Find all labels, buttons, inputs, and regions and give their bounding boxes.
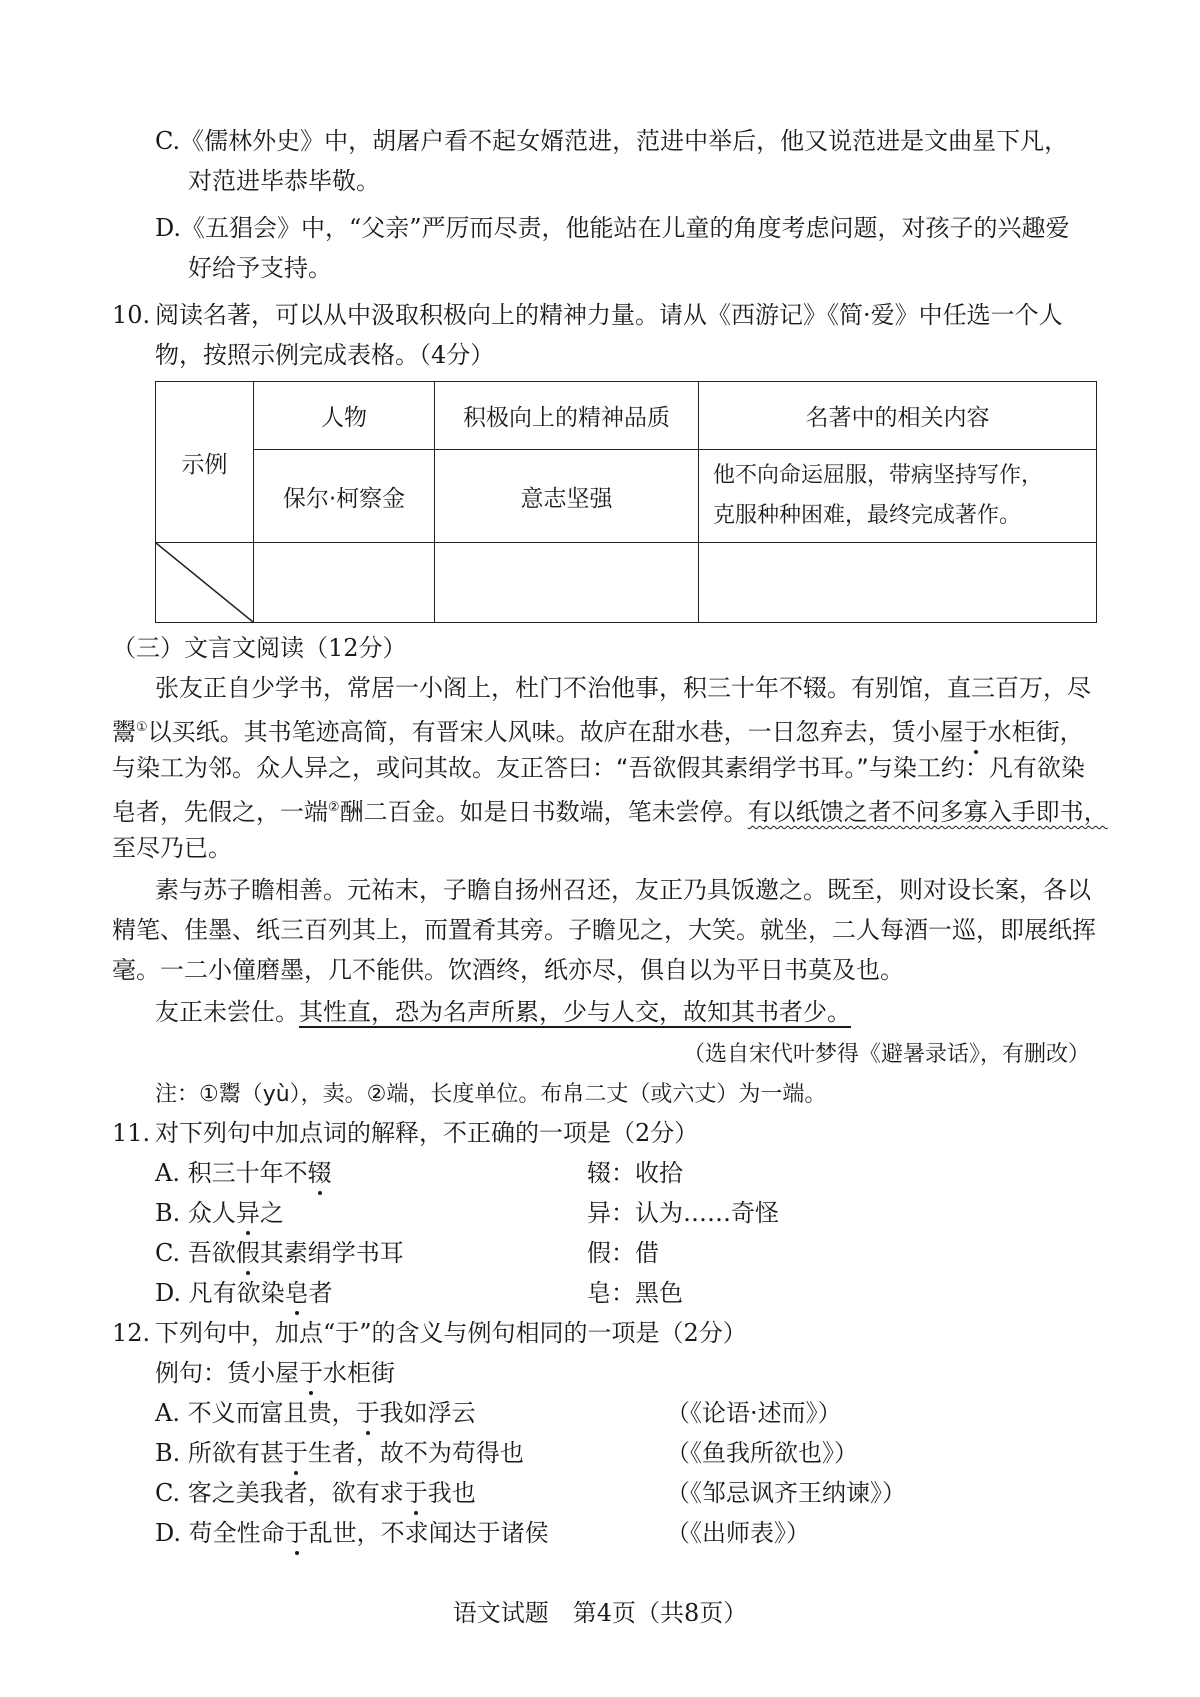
q11-gloss-a: 辍：收拾 [587,1159,683,1187]
q12-source-d: （《出师表》） [666,1519,810,1547]
passage-p1-line2: 鬻①以买纸。其书笔迹高简，有晋宋人风味。故庐在甜水巷，一日忽弃去，赁小屋于水柜街， [112,718,1084,746]
header-person: 人物 [254,382,435,450]
q12-source-a: （《论语·述而》） [666,1399,842,1427]
example-label-cell: 示例 [156,382,254,543]
passage-p3-line1: 友正未尝仕。其性直，恐为名声所累，少与人交，故知其书者少。 [155,998,851,1026]
q11-option-b[interactable]: B. 众人异之 [155,1199,284,1227]
header-content: 名著中的相关内容 [699,382,1097,450]
answer-quality-cell[interactable] [435,543,699,623]
underlined-sentence: 其性直，恐为名声所累，少与人交，故知其书者少。 [299,998,851,1026]
q12-example: 例句：赁小屋于水柜街 [155,1359,395,1387]
q12-option-a[interactable]: A. 不义而富且贵，于我如浮云 [155,1399,476,1427]
section-3-title: （三）文言文阅读（12分） [112,634,407,662]
q9-option-c-line1: C.《儒林外史》中，胡屠户看不起女婿范进，范进中举后，他又说范进是文曲星下凡， [155,127,1069,155]
q9-option-d-line2: 好给予支持。 [188,254,332,282]
q10-table [155,381,1097,623]
q12-option-d[interactable]: D. 苟全性命于乱世，不求闻达于诸侯 [155,1519,549,1547]
passage-note: 注：①鬻（yù），卖。②端，长度单位。布帛二丈（或六丈）为一端。 [155,1082,827,1107]
q9-option-d-line1: D.《五猖会》中，“父亲”严厉而尽责，他能站在儿童的角度考虑问题，对孩子的兴趣爱 [155,214,1070,242]
q12-stem: 下列句中，加点“于”的含义与例句相同的一项是（2分） [155,1319,747,1347]
q11-option-d[interactable]: D. 凡有欲染皂者 [155,1279,333,1307]
passage-p1-line4: 皂者，先假之，一端②酬二百金。如是日书数端，笔未尝停。有以纸馈之者不问多寡入手即书， [112,798,1108,826]
example-person: 保尔·柯察金 [254,450,435,543]
diagonal-cell [156,543,254,623]
example-content [699,450,1097,543]
q11-gloss-c: 假：借 [587,1239,659,1267]
q11-option-a[interactable]: A. 积三十年不辍 [155,1159,332,1187]
q11-gloss-b: 异：认为……奇怪 [587,1199,779,1227]
q12-option-c[interactable]: C. 客之美我者，欲有求于我也 [155,1479,476,1507]
q12-option-b[interactable]: B. 所欲有甚于生者，故不为苟得也 [155,1439,524,1467]
passage-p2-line2: 精笔、佳墨、纸三百列其上，而置肴其旁。子瞻见之，大笑。就坐，二人每酒一巡，即展纸挥 [112,916,1096,944]
q10-stem-line1: 阅读名著，可以从中汲取积极向上的精神力量。请从《西游记》《简·爱》中任选一个人 [155,301,1063,329]
answer-person-cell[interactable] [254,543,435,623]
q9-option-c-line2: 对范进毕恭毕敬。 [188,167,380,195]
q10-number: 10. [112,301,151,329]
q11-stem: 对下列句中加点词的解释，不正确的一项是（2分） [155,1119,699,1147]
q12-source-c: （《邹忌讽齐王纳谏》） [666,1479,906,1507]
q11-number: 11. [112,1119,151,1147]
page-footer: 语文试题 第4页（共8页） [452,1599,748,1627]
example-quality: 意志坚强 [435,450,699,543]
passage-p2-line3: 毫。一二小僮磨墨，几不能供。饮酒终，纸亦尽，俱自以为平日书莫及也。 [112,956,904,984]
passage-p1-line5: 至尽乃已。 [112,834,232,862]
q12-source-b: （《鱼我所欲也》） [666,1439,858,1467]
answer-content-cell[interactable] [699,543,1097,623]
wavy-underlined-sentence: 有以纸馈之者不问多寡入手即书， [747,798,1108,826]
q11-gloss-d: 皂：黑色 [587,1279,683,1307]
passage-p2-line1: 素与苏子瞻相善。元祐末，子瞻自扬州召还，友正乃具饭邀之。既至，则对设长案，各以 [155,876,1091,904]
q10-stem-line2: 物，按照示例完成表格。（4分） [155,341,495,369]
example-content-line1: 他不向命运屈服，带病坚持写作， [713,463,1044,488]
passage-p1-line3: 与染工为邻。众人异之，或问其故。友正答曰：“吾欲假其素绢学书耳。”与染工约：凡有欲染 [112,754,1085,782]
q11-option-c[interactable]: C. 吾欲假其素绢学书耳 [155,1239,404,1267]
passage-p1-line1: 张友正自少学书，常居一小阁上，杜门不治他事，积三十年不辍。有别馆，直三百万，尽 [155,674,1091,702]
diagonal-line-icon [156,543,253,622]
example-content-line2: 克服种种困难，最终完成著作。 [713,503,1022,528]
passage-source: （选自宋代叶梦得《避暑录话》，有删改） [682,1042,1090,1067]
header-quality: 积极向上的精神品质 [435,382,699,450]
q12-number: 12. [112,1319,151,1347]
